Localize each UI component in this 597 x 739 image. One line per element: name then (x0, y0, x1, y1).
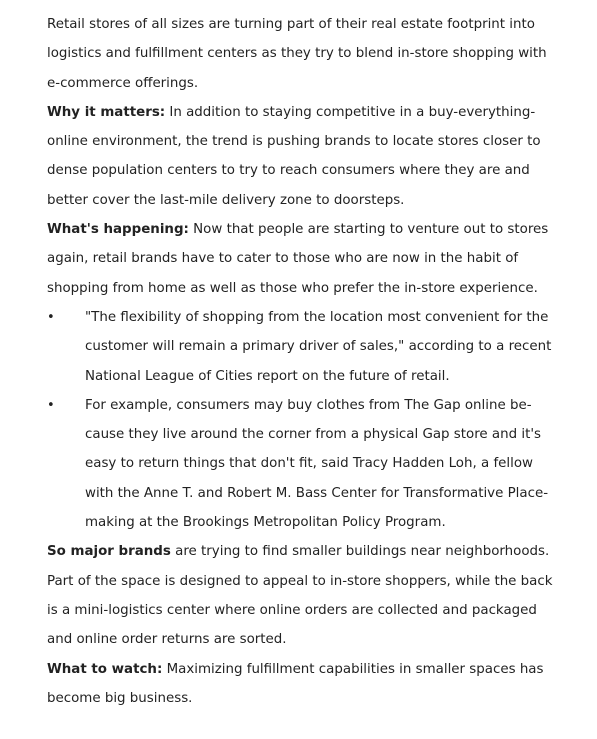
whats-happening-lead: What's happening: (47, 222, 189, 238)
why-it-matters-text: In addition to staying competitive in a buy-everything-online environment, the trend is pushing brands to locate stores closer to dense population centers to try to reach consumers where they are and better cover the last-mile delivery zone to doorsteps. (47, 104, 541, 208)
bullet-list (47, 303, 557, 537)
why-it-matters-lead: Why it matters: (47, 104, 166, 120)
bullet-text-after-link: on the future of retail. (297, 368, 450, 384)
bullet-marker: • (47, 309, 55, 325)
what-to-watch-lead: What to watch: (47, 661, 163, 677)
major-brands-lead: So major brands (47, 544, 171, 560)
why-it-matters-paragraph (47, 98, 557, 215)
intro-paragraph: Retail stores of all sizes are turning part of their real estate footprint into logistics and fulfillment centers as they try to blend in-store shopping with e-commerce offerings. (47, 17, 547, 91)
major-brands-text: are trying to find smaller buildings near neighborhoods. Part of the space is designed to appeal to in-store shoppers, while the back is a mini-logistics center where online orders are collected and packaged and online order returns are sorted. (47, 544, 553, 648)
whats-happening-paragraph (47, 215, 557, 303)
bullet-marker: • (47, 397, 55, 413)
bullet-text: For example, consumers may buy clothes from The Gap online be-cause they live around the corner from a physical Gap store and it's easy to return things that don't fit, said Tracy Hadden Loh, a fellow with the Anne T. and Robert M. Bass Center for Transformative Place-making at the Brookings Metropolitan Policy Program. (85, 397, 549, 531)
what-to-watch-paragraph (47, 655, 557, 714)
bullet-text-before-link: "The flexibility of shopping from the location most convenient for the customer will remain a primary driver of sales," according to a recent National League of (85, 309, 552, 384)
whats-happening-text: Now that people are starting to venture out to stores again, retail brands have to cater to those who are now in the habit of shopping from home as well as those who prefer the in-store experience. (47, 222, 549, 296)
major-brands-paragraph (47, 537, 557, 654)
what-to-watch-text: Maximizing fulfillment capabilities in smaller spaces has become big business. (47, 661, 544, 706)
cities-report-link[interactable]: Cities report (215, 368, 298, 384)
list-item (47, 391, 557, 537)
list-item (47, 303, 557, 391)
